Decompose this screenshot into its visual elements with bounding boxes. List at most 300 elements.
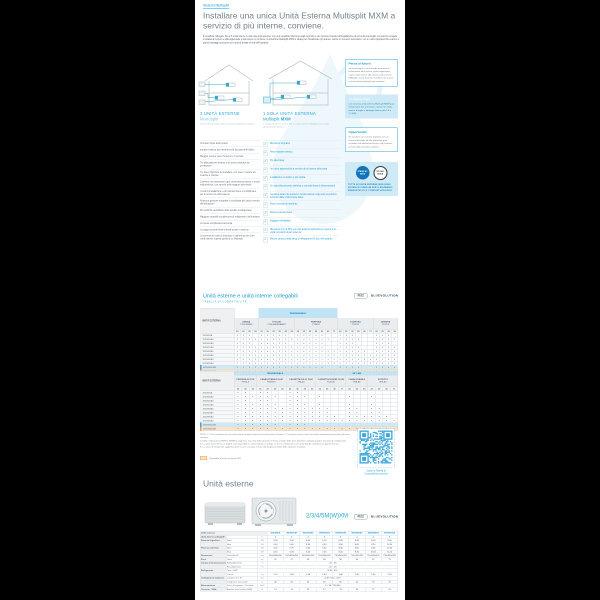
- comparison-item: Maggiore quantità complessiva di refrigerante nell'impianto: [200, 215, 260, 218]
- compat-cell: •: [240, 337, 246, 341]
- advantage-item: [263, 217, 339, 226]
- spec-unit: kW: [257, 546, 267, 550]
- spec-subrow: Tipo / GWP: [226, 569, 257, 573]
- spec-subrow: Raffreddamento: [226, 561, 257, 565]
- compat-cell: •: [249, 419, 256, 423]
- compat-cell: •: [319, 349, 325, 353]
- compat-cell: •: [252, 337, 258, 341]
- compat-cell: •: [289, 365, 295, 369]
- compat-cell: •: [271, 345, 277, 349]
- compat-cell: •: [316, 403, 323, 407]
- spec-value: 1,80: [349, 573, 365, 577]
- size-cell: 25: [242, 330, 245, 333]
- compat-cell: •: [264, 411, 271, 415]
- compat-cell: •: [265, 333, 271, 337]
- indoor-unit-group: [286, 375, 316, 387]
- compat-cell: •: [271, 419, 278, 423]
- group-code: FTXF-A: [382, 323, 389, 326]
- outdoor-model-label: 4MXM80A9: [201, 357, 235, 361]
- compatibility-table-other-units: [200, 371, 398, 431]
- spec-value: 75: [381, 580, 397, 584]
- compat-cell: •: [367, 361, 373, 365]
- indoor-unit-group: [257, 375, 287, 387]
- spec-value: 8,60: [332, 546, 348, 550]
- compat-cell: •: [234, 395, 241, 399]
- spec-value: 58: [332, 558, 348, 562]
- compat-cell: •: [277, 349, 283, 353]
- compat-cell: •: [295, 333, 301, 337]
- compat-cell: •: [301, 407, 308, 411]
- sidebar-box-title: Pensa al futuro!: [348, 62, 372, 66]
- compat-cell: •: [295, 361, 301, 365]
- compat-cell: •: [301, 357, 307, 361]
- compat-cell: •: [271, 411, 278, 415]
- advantage-text: Risparmio fino al 30% sui costi della climatizzazione rispetto a tre unità monosplit di pari potenza: [270, 227, 337, 234]
- spec-subrow: Unità AxLxP: [226, 554, 257, 558]
- size-cell: 50: [290, 330, 293, 333]
- spec-value: 24: [381, 588, 397, 592]
- compat-cell: •: [271, 403, 278, 407]
- checkmark-icon: ✓: [264, 219, 267, 224]
- advantage-item: [263, 157, 339, 166]
- spec-subrow: Fase / Frequenza / Tensione: [226, 584, 257, 588]
- compat-cell: •: [301, 395, 308, 399]
- advantage-item: [263, 209, 339, 218]
- compat-cell: •: [289, 357, 295, 361]
- compatibility-table-wall-units: [200, 308, 398, 374]
- compat-cell: •: [295, 345, 301, 349]
- comparison-item: Maggior rumore verso l'esterno e il vicinato: [200, 153, 260, 159]
- compat-cell: •: [279, 415, 286, 419]
- checkmark-icon: ✓: [264, 142, 267, 146]
- multisplit-note: a servizio di tutte le stanze: fino a 5 unità interne collegabili con un solo allacciamento elettrico: [263, 122, 329, 128]
- compat-cell: •: [383, 415, 390, 419]
- compat-cell: •: [368, 395, 375, 399]
- compat-cell: •: [242, 391, 249, 395]
- r32-badge: R32: [354, 293, 367, 299]
- compat-cell: •: [368, 411, 375, 415]
- size-cell: 25: [302, 330, 305, 333]
- advantage-item: [263, 140, 339, 149]
- compat-cell: •: [265, 357, 271, 361]
- spec-unit: kW: [257, 543, 267, 547]
- comparison-item: La spesa complessiva aumenta: [200, 220, 260, 226]
- compat-cell: •: [309, 427, 316, 431]
- indoor-unit-group: [337, 318, 373, 330]
- compat-cell: •: [242, 423, 249, 427]
- compat-cell: •: [343, 361, 349, 365]
- compatibility-table: [200, 308, 398, 374]
- compat-cell: •: [316, 411, 323, 415]
- compat-cell: •: [289, 353, 295, 357]
- outdoor-model-label: 2MXM50A9: [201, 337, 235, 341]
- outdoor-model-label: 2MXM50A9: [201, 395, 235, 399]
- compat-cell: •: [355, 361, 361, 365]
- compat-cell: •: [234, 407, 241, 411]
- compat-cell: •: [319, 353, 325, 357]
- compat-cell: •: [375, 407, 382, 411]
- spec-value: 6,80: [349, 539, 365, 543]
- spec-value: 60: [349, 580, 365, 584]
- compat-cell: •: [286, 399, 293, 403]
- size-cell: 35: [351, 330, 354, 333]
- compat-cell: •: [375, 415, 382, 419]
- compat-cell: •: [234, 365, 240, 369]
- compat-cell: •: [392, 349, 398, 353]
- spec-value: 47: [284, 558, 300, 562]
- spec-unit: °C: [257, 561, 267, 565]
- spec-subrow: Carica: [226, 573, 257, 577]
- compat-cell: •: [319, 337, 325, 341]
- compat-cell: •: [258, 341, 264, 345]
- compat-cell: •: [295, 349, 301, 353]
- compat-cell: •: [286, 391, 293, 395]
- outdoor-model-label: 2MXM40A: [201, 391, 235, 395]
- size-cell: 50: [254, 330, 257, 333]
- band-spacer: [337, 308, 373, 318]
- monosplit-subheading: Monosplit: [200, 116, 219, 122]
- spec-value: 30: [267, 580, 283, 584]
- compat-cell: •: [279, 407, 286, 411]
- compat-cell: •: [374, 365, 380, 369]
- compat-cell: •: [325, 361, 331, 365]
- compat-cell: •: [240, 357, 246, 361]
- compat-cell: •: [294, 419, 301, 423]
- monosplit-note: con tre allacciamenti elettrici e tre linee frigorifere separate: [200, 122, 255, 125]
- compat-cell: •: [234, 411, 241, 415]
- spec-unit: kg: [257, 558, 267, 562]
- badges-caption: TUTTE LE UNITÀ ESTERNE MXM SONO DOTATE DI FUNZIONI PER IL RISPARMIO ENERGETICO E IL COMFORT ACUSTICO: [348, 182, 393, 192]
- group-name: CASSETTA ROUND FLOW: [317, 378, 344, 381]
- spec-subrow: Unità: [226, 558, 257, 562]
- sidebar-box-title: Lo sapevi che?: [348, 97, 371, 101]
- compat-cell: •: [375, 419, 382, 423]
- compat-cell: •: [289, 361, 295, 365]
- compat-cell: •: [368, 403, 375, 407]
- compat-cell: •: [386, 341, 392, 345]
- compat-cell: •: [234, 341, 240, 345]
- compat-cell: •: [309, 411, 316, 415]
- compat-cell: •: [294, 391, 301, 395]
- page-title: Installare una unica Unità Esterna Multisplit MXM a servizio di più interne, conviene.: [203, 11, 396, 31]
- group-code: FTXP-M: [351, 323, 359, 326]
- spec-unit: mm: [257, 576, 267, 580]
- compat-cell: •: [249, 407, 256, 411]
- compat-cell: •: [242, 395, 249, 399]
- advantage-item: [263, 166, 339, 175]
- compat-cell: •: [271, 415, 278, 419]
- compat-cell: •: [301, 349, 307, 353]
- page-content: [195, 0, 405, 600]
- compat-cell: •: [325, 357, 331, 361]
- compat-body: [201, 333, 398, 373]
- multisplit-heading: 1 SOLA UNITÀ ESTERNA: [263, 111, 316, 116]
- compat-cell: •: [246, 353, 252, 357]
- spec-subrow: Max.: [226, 550, 257, 554]
- compat-cell: •: [323, 415, 330, 419]
- checkmark-icon: ✓: [264, 159, 267, 163]
- comparison-item: La somma dei costi di esercizio e manutenzione di tre unità esterne supera quella di un Multisplit: [200, 233, 260, 242]
- checkmark-icon: ✓: [264, 228, 267, 232]
- multisplit-diagram: [263, 56, 339, 110]
- compat-cell: •: [316, 395, 323, 399]
- compat-cell: •: [316, 419, 323, 423]
- spec-unit: m: [257, 580, 267, 584]
- size-cell: 42: [284, 330, 287, 333]
- spec-value: 1,30: [284, 573, 300, 577]
- spec-value: 17: [316, 588, 332, 592]
- compat-cell: •: [337, 337, 343, 341]
- compat-cell: •: [355, 353, 361, 357]
- compat-cell: •: [323, 411, 330, 415]
- spec-value: 1,10: [267, 573, 283, 577]
- model-header: 2MXM50A9: [284, 531, 300, 535]
- compat-cell: •: [374, 345, 380, 349]
- size-cell: 35: [248, 330, 251, 333]
- spec-unit: mm: [257, 554, 267, 558]
- section-eyebrow: Sistemi Multisplit: [203, 4, 230, 8]
- compat-cell: •: [337, 345, 343, 349]
- spec-unit: °C: [257, 565, 267, 569]
- spec-value: 5,20: [300, 550, 316, 554]
- compat-cell: •: [374, 337, 380, 341]
- orange-legend-swatch: [200, 456, 207, 460]
- compat-cell: •: [313, 333, 319, 337]
- advantage-text: Un solo allacciamento elettrico e una sola linea di alimentazione: [270, 184, 336, 187]
- compat-cell: •: [286, 415, 293, 419]
- compat-cell: •: [374, 357, 380, 361]
- compat-cell: •: [346, 411, 353, 415]
- monosplit-heading: 3 UNITÀ ESTERNE: [200, 111, 240, 116]
- compat-cell: •: [242, 411, 249, 415]
- spec-value: 2: [267, 535, 283, 539]
- spec-value: 4,60: [300, 546, 316, 550]
- comparison-item: Nessuna gestione integrata e coordinata del carico termico dell'abitazione: [200, 199, 260, 205]
- compat-cell: •: [277, 345, 283, 349]
- compat-cell: •: [355, 365, 361, 369]
- compat-cell: •: [246, 345, 252, 349]
- indoor-units: [215, 83, 242, 102]
- energy-badges-box: [345, 162, 398, 196]
- group-name: CASSETTA FULLY FLAT: [289, 378, 314, 381]
- spec-value: 14: [284, 588, 300, 592]
- compat-cell: •: [319, 365, 325, 369]
- comparison-item: Più verifiche periodiche delle perdite di refrigerante: [200, 207, 260, 213]
- compat-cell: •: [271, 407, 278, 411]
- compat-cell: •: [313, 337, 319, 341]
- compat-cell: •: [301, 361, 307, 365]
- compat-cell: •: [240, 361, 246, 365]
- compat-cell: •: [392, 345, 398, 349]
- badge-row: [348, 166, 395, 180]
- compat-cell: •: [313, 365, 319, 369]
- compat-cell: •: [380, 365, 386, 369]
- compat-cell: •: [234, 415, 241, 419]
- compat-cell: •: [319, 341, 325, 345]
- compat-cell: •: [246, 349, 252, 353]
- compat-cell: •: [392, 337, 398, 341]
- compat-cell: •: [294, 399, 301, 403]
- checkmark-icon: ✓: [264, 211, 267, 215]
- compat-cell: •: [343, 353, 349, 357]
- compat-cell: •: [316, 415, 323, 419]
- spec-unit: Hz/V: [257, 584, 267, 588]
- compat-cell: •: [289, 345, 295, 349]
- compat-cell: •: [361, 419, 368, 423]
- compat-cell: •: [286, 407, 293, 411]
- compat-cell: •: [313, 341, 319, 345]
- advantage-text: Minori consumi in stand-by: [270, 202, 298, 205]
- compat-cell: •: [271, 333, 277, 337]
- compat-cell: •: [271, 357, 277, 361]
- compat-cell: •: [301, 419, 308, 423]
- compat-cell: •: [346, 419, 353, 423]
- comparison-item: Tre linee frigorifere da installare, con opere murarie più invasive e costose: [200, 169, 260, 178]
- outdoor-model-label: 3MXM68A9: [201, 407, 235, 411]
- table-legend: [200, 456, 241, 460]
- compat-cell: •: [337, 341, 343, 345]
- bluevolution-logo: BLUEVOLUTION: [371, 294, 399, 298]
- band-row: [201, 308, 398, 318]
- advantage-item: [263, 235, 339, 244]
- spec-value: 6,30: [284, 550, 300, 554]
- spec-value: 30: [284, 580, 300, 584]
- spec-group: Alimentazione: [200, 584, 226, 588]
- compat-cell: •: [258, 333, 264, 337]
- compat-cell: •: [331, 419, 338, 423]
- band-spacer: [374, 308, 398, 318]
- compat-cell: •: [319, 357, 325, 361]
- spec-value: 8,60: [349, 543, 365, 547]
- compat-cell: •: [368, 415, 375, 419]
- sidebar-box-title: Opportunità!: [348, 131, 367, 135]
- comparison-item: I costi di installazione e di manutenzione si moltiplicano per il numero di unità esterne: [200, 188, 260, 197]
- compat-cell: •: [355, 345, 361, 349]
- compat-cell: •: [301, 333, 307, 337]
- spec-value: 60: [332, 580, 348, 584]
- spec-unit: kW: [257, 539, 267, 543]
- group-code: FCAG-B: [327, 381, 335, 384]
- spec-value: 41: [267, 558, 283, 562]
- compat-cell: •: [249, 423, 256, 427]
- compat-cell: •: [246, 341, 252, 345]
- compat-cell: •: [349, 341, 355, 345]
- compat-cell: •: [355, 357, 361, 361]
- advantage-text: Gestione smart dei consumi: l'unità esterna eroga solo la potenza richiesta dalle unità interne attive: [270, 193, 337, 199]
- indoor-unit-group: [295, 318, 337, 330]
- corner-cell: UNITÀ ESTERNA: [201, 371, 235, 391]
- size-cell: 60: [363, 330, 366, 333]
- spec-value: 10,20: [381, 543, 397, 547]
- compat-cell: •: [361, 361, 367, 365]
- compat-cell: •: [252, 365, 258, 369]
- model-header: 3MXM52A8: [316, 531, 332, 535]
- compat-cell: •: [301, 341, 307, 345]
- compat-cell: •: [242, 407, 249, 411]
- spec-table: [200, 531, 398, 592]
- sidebar-box-future: [345, 59, 398, 86]
- compat-cell: •: [338, 419, 345, 423]
- compat-cell: •: [294, 407, 301, 411]
- spec-value: 11,20: [381, 550, 397, 554]
- compat-cell: •: [386, 357, 392, 361]
- spec-subrow: Max.: [226, 543, 257, 547]
- spec-value: 710x940x320: [318, 554, 331, 557]
- size-cell: 20: [266, 330, 269, 333]
- outdoor-models-line: 2/3/4/5M(W)XM: [306, 512, 349, 519]
- compat-cell: •: [307, 333, 313, 337]
- compat-cell: •: [368, 407, 375, 411]
- size-cell: 60: [331, 387, 338, 391]
- compat-cell: •: [257, 391, 264, 395]
- compat-cell: •: [307, 361, 313, 365]
- compat-cell: •: [383, 419, 390, 423]
- footnote-line: NOTE: 1. Per le combinazioni con unità interne di taglia superiore fare riferimento al listino. 2. Le potenze rese si riferiscono alla combinazione nominale indicata a catalogo.: [200, 433, 351, 439]
- compat-cell: •: [301, 423, 308, 427]
- size-cell: 35: [368, 387, 375, 391]
- spec-value: 9,00: [365, 546, 381, 550]
- compat-cell: •: [258, 349, 264, 353]
- compat-cell: •: [271, 353, 277, 357]
- compat-cell: •: [331, 357, 337, 361]
- spec-value: 79: [381, 558, 397, 562]
- band-spacer: [234, 308, 258, 318]
- group-name: COMFORA: [349, 320, 361, 324]
- brochure-page: [195, 0, 405, 600]
- compat-cell: •: [234, 399, 241, 403]
- outdoor-model-label: 4MXM68A9: [201, 353, 235, 357]
- spec-group: Unità interne collegabili: [201, 535, 225, 538]
- compat-cell: •: [234, 357, 240, 361]
- outdoor-unit-photo-fan: [251, 496, 297, 529]
- compat-cell: •: [286, 411, 293, 415]
- compat-cell: •: [380, 353, 386, 357]
- compat-cell: •: [265, 365, 271, 369]
- compat-cell: •: [346, 407, 353, 411]
- advantage-text: Maggiore affidabilità: [270, 219, 291, 222]
- group-code: FTXA-AW/BS/BB/BT: [267, 323, 286, 326]
- spec-value: 5,70: [284, 546, 300, 550]
- group-name: SOFFITTO: [377, 378, 389, 381]
- compat-cell: •: [353, 407, 360, 411]
- compat-cell: •: [289, 337, 295, 341]
- legend-text: Disponibile a partire da aprile 2021: [209, 456, 242, 460]
- compat-cell: •: [265, 349, 271, 353]
- outdoor-model-label: 3MXM52A8: [201, 345, 235, 349]
- size-cell: 35: [316, 387, 323, 391]
- spec-value: 4,20: [267, 546, 283, 550]
- compat-cell: •: [264, 423, 271, 427]
- compat-cell: •: [283, 341, 289, 345]
- size-cell: 60: [383, 387, 390, 391]
- spec-value: 6,50: [316, 543, 332, 547]
- spec-span-value: -15 ~ 18: [267, 565, 397, 569]
- compat-cell: •: [323, 419, 330, 423]
- bluevolution-logo: BLUEVOLUTION: [371, 515, 399, 519]
- compat-cell: •: [264, 399, 271, 403]
- outdoor-model-label: 4MWXM52A9: [201, 423, 235, 427]
- comparison-item: La legge prevede limiti ai livelli sonori in esterno: [200, 226, 260, 232]
- size-cell: 20: [375, 330, 378, 333]
- group-code: FFA-A9: [297, 381, 305, 384]
- spec-value: 19: [332, 588, 348, 592]
- spec-value: 70: [365, 580, 381, 584]
- spec-value: 4: [349, 535, 365, 539]
- spec-value: 19: [349, 588, 365, 592]
- compat-cell: •: [277, 353, 283, 357]
- compat-cell: •: [295, 353, 301, 357]
- size-cell: 50: [249, 387, 256, 391]
